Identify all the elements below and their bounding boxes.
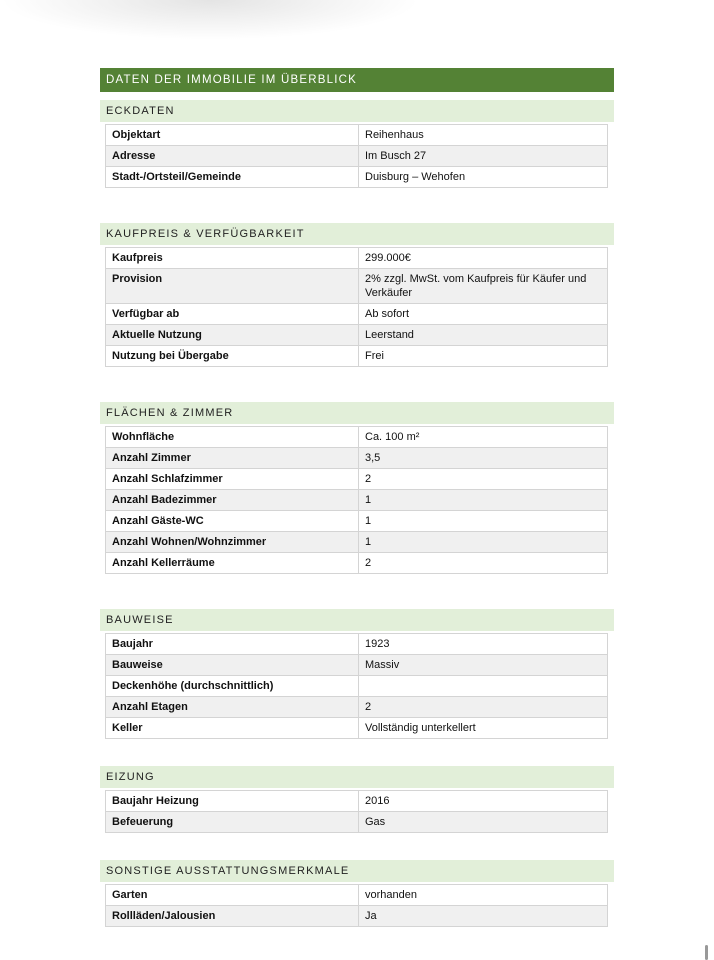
row-value: 3,5 bbox=[359, 448, 608, 469]
row-label: Stadt-/Ortsteil/Gemeinde bbox=[106, 167, 359, 188]
row-label: Keller bbox=[106, 718, 359, 739]
table-row bbox=[106, 490, 608, 511]
row-value: 1 bbox=[359, 511, 608, 532]
section-header: FLÄCHEN & ZIMMER bbox=[100, 402, 614, 424]
row-value: Reihenhaus bbox=[359, 125, 608, 146]
row-label: Objektart bbox=[106, 125, 359, 146]
row-value: Massiv bbox=[359, 655, 608, 676]
table-row bbox=[106, 718, 608, 739]
section bbox=[100, 402, 614, 574]
data-table bbox=[105, 124, 608, 188]
table-row bbox=[106, 553, 608, 574]
section-header: EIZUNG bbox=[100, 766, 614, 788]
sections bbox=[100, 100, 614, 927]
row-label: Nutzung bei Übergabe bbox=[106, 346, 359, 367]
row-value: 299.000€ bbox=[359, 248, 608, 269]
section-header: SONSTIGE AUSSTATTUNGSMERKMALE bbox=[100, 860, 614, 882]
table-row bbox=[106, 146, 608, 167]
section-header: ECKDATEN bbox=[100, 100, 614, 122]
row-label: Aktuelle Nutzung bbox=[106, 325, 359, 346]
row-value: Gas bbox=[359, 812, 608, 833]
data-table bbox=[105, 633, 608, 739]
row-value: 1923 bbox=[359, 634, 608, 655]
row-label: Anzahl Zimmer bbox=[106, 448, 359, 469]
document bbox=[100, 68, 614, 927]
section bbox=[100, 100, 614, 188]
row-label: Anzahl Gäste-WC bbox=[106, 511, 359, 532]
table-row bbox=[106, 676, 608, 697]
row-value: 2016 bbox=[359, 791, 608, 812]
row-label: Kaufpreis bbox=[106, 248, 359, 269]
table-row bbox=[106, 167, 608, 188]
table-row bbox=[106, 511, 608, 532]
row-label: Anzahl Badezimmer bbox=[106, 490, 359, 511]
row-label: Provision bbox=[106, 269, 359, 304]
row-label: Deckenhöhe (durchschnittlich) bbox=[106, 676, 359, 697]
top-shadow bbox=[0, 0, 420, 40]
row-value: Duisburg – Wehofen bbox=[359, 167, 608, 188]
row-label: Rollläden/Jalousien bbox=[106, 906, 359, 927]
row-value: 2% zzgl. MwSt. vom Kaufpreis für Käufer und Verkäufer bbox=[359, 269, 608, 304]
row-value: 1 bbox=[359, 490, 608, 511]
row-value: 2 bbox=[359, 697, 608, 718]
row-label: Befeuerung bbox=[106, 812, 359, 833]
row-label: Anzahl Etagen bbox=[106, 697, 359, 718]
data-table bbox=[105, 247, 608, 367]
table-row bbox=[106, 448, 608, 469]
row-value: Ab sofort bbox=[359, 304, 608, 325]
table-row bbox=[106, 655, 608, 676]
row-label: Verfügbar ab bbox=[106, 304, 359, 325]
row-value: 2 bbox=[359, 553, 608, 574]
scrollbar[interactable] bbox=[705, 945, 708, 960]
data-table bbox=[105, 790, 608, 833]
table-row bbox=[106, 269, 608, 304]
table-row bbox=[106, 346, 608, 367]
row-value: 2 bbox=[359, 469, 608, 490]
row-value bbox=[359, 676, 608, 697]
document-title: DATEN DER IMMOBILIE IM ÜBERBLICK bbox=[100, 68, 614, 92]
row-value: Leerstand bbox=[359, 325, 608, 346]
row-value: Vollständig unterkellert bbox=[359, 718, 608, 739]
table-row bbox=[106, 906, 608, 927]
table-row bbox=[106, 885, 608, 906]
table-row bbox=[106, 427, 608, 448]
row-value: vorhanden bbox=[359, 885, 608, 906]
row-label: Wohnfläche bbox=[106, 427, 359, 448]
section-header: KAUFPREIS & VERFÜGBARKEIT bbox=[100, 223, 614, 245]
section bbox=[100, 609, 614, 739]
row-value: Ja bbox=[359, 906, 608, 927]
table-row bbox=[106, 532, 608, 553]
data-table bbox=[105, 884, 608, 927]
table-row bbox=[106, 791, 608, 812]
row-label: Baujahr Heizung bbox=[106, 791, 359, 812]
table-row bbox=[106, 325, 608, 346]
table-row bbox=[106, 469, 608, 490]
row-value: Ca. 100 m² bbox=[359, 427, 608, 448]
row-value: Frei bbox=[359, 346, 608, 367]
table-row bbox=[106, 125, 608, 146]
section bbox=[100, 223, 614, 367]
row-label: Adresse bbox=[106, 146, 359, 167]
row-label: Anzahl Schlafzimmer bbox=[106, 469, 359, 490]
row-label: Baujahr bbox=[106, 634, 359, 655]
table-row bbox=[106, 697, 608, 718]
row-label: Garten bbox=[106, 885, 359, 906]
section-header: BAUWEISE bbox=[100, 609, 614, 631]
section bbox=[100, 860, 614, 927]
table-row bbox=[106, 248, 608, 269]
table-row bbox=[106, 634, 608, 655]
row-label: Anzahl Wohnen/Wohnzimmer bbox=[106, 532, 359, 553]
row-value: Im Busch 27 bbox=[359, 146, 608, 167]
row-value: 1 bbox=[359, 532, 608, 553]
row-label: Bauweise bbox=[106, 655, 359, 676]
row-label: Anzahl Kellerräume bbox=[106, 553, 359, 574]
section bbox=[100, 766, 614, 833]
table-row bbox=[106, 304, 608, 325]
table-row bbox=[106, 812, 608, 833]
data-table bbox=[105, 426, 608, 574]
